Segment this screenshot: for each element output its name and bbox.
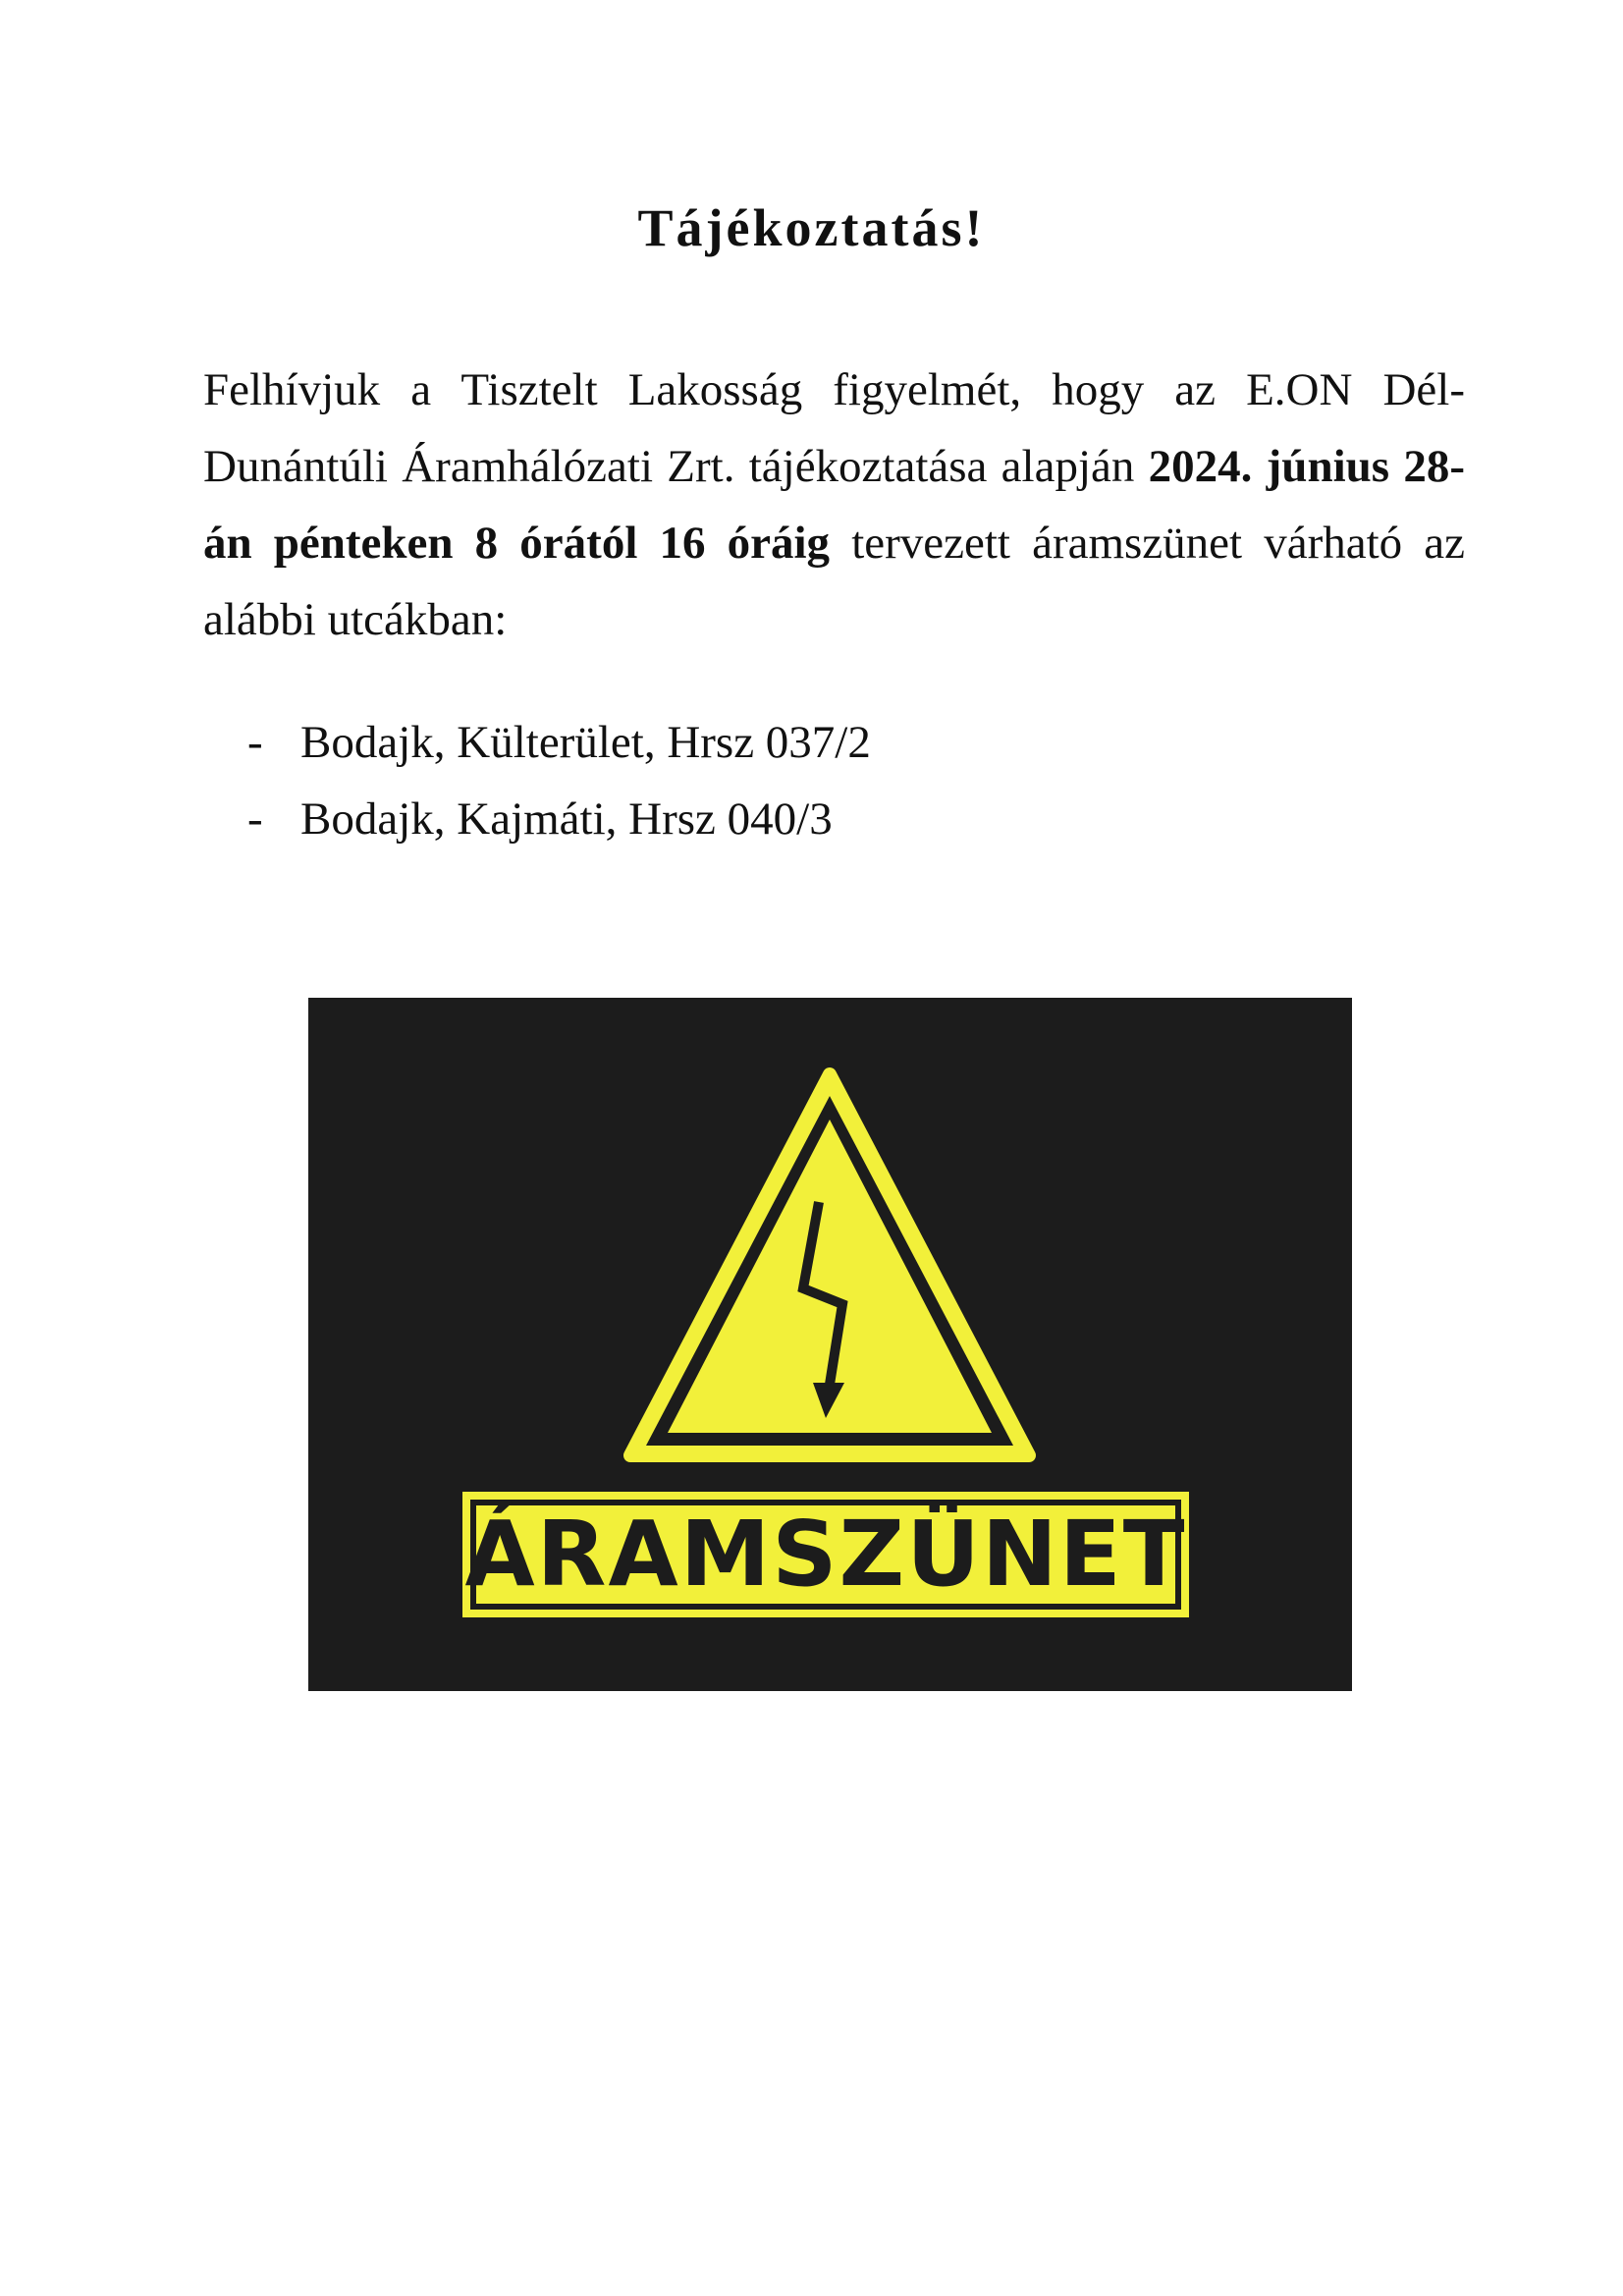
sign-label: ÁRAMSZÜNET [464, 1502, 1187, 1607]
page-title: Tájékoztatás! [637, 198, 986, 257]
street-entry: Bodajk, Kajmáti, Hrsz 040/3 [300, 793, 833, 845]
intro-text-before: Felhívjuk a Tisztelt Lakosság figyelmét, hogy az E.ON Dél-Dunántúli Áramhálózati Zrt. tájékoztatása alapján [203, 364, 1465, 492]
list-dash: - [247, 717, 263, 768]
list-item [247, 781, 871, 857]
street-list [247, 704, 871, 857]
intro-date-bold: 2024. június 28-án pénteken 8 órától 16 óráig [203, 441, 1465, 569]
intro-text-after: tervezett áramszünet várható az alábbi utcákban: [203, 518, 1465, 645]
power-outage-sign [308, 998, 1352, 1691]
intro-paragraph [203, 352, 1465, 658]
street-entry: Bodajk, Külterület, Hrsz 037/2 [300, 717, 871, 768]
list-item [247, 704, 871, 781]
list-dash: - [247, 793, 263, 845]
